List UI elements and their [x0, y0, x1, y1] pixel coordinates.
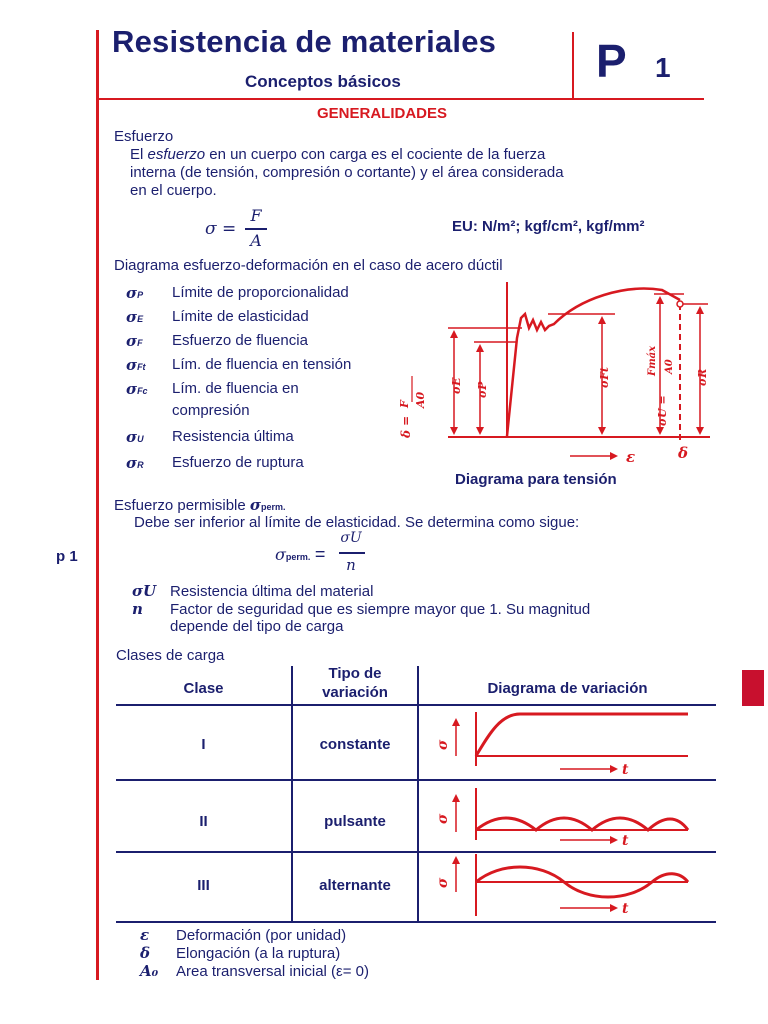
document-title: Resistencia de materiales	[112, 24, 497, 59]
page-number: 1	[655, 52, 671, 83]
esfuerzo-line-3: en el cuerpo.	[130, 182, 217, 199]
footnote-a0-sym: A₀	[140, 962, 159, 980]
legend-text: Resistencia última	[172, 428, 294, 445]
esfuerzo-heading: Esfuerzo	[114, 128, 174, 145]
diagram-label-fmax: Fmáx	[647, 345, 658, 376]
table-col-rule	[417, 666, 419, 923]
legend-symbol: σ	[126, 284, 138, 302]
table-cell-tipo: constante	[319, 736, 391, 753]
esfuerzo-line-1-em: esfuerzo	[147, 146, 206, 163]
table-header-tipo-2: variación	[322, 684, 388, 701]
diagram-caption: Diagrama para tensión	[455, 471, 617, 488]
legend-item	[126, 332, 308, 352]
permisible-formula	[275, 530, 385, 578]
page-letter: P	[596, 35, 627, 87]
table-header-diagrama: Diagrama de variación	[487, 680, 648, 697]
permisible-formula-den: n	[346, 556, 356, 574]
permisible-formula-sub: perm.	[285, 552, 311, 562]
legend-symbol: σ	[126, 454, 138, 472]
diagram-label-epsilon: ε	[626, 448, 636, 466]
legend-text: Lím. de fluencia en	[172, 380, 299, 397]
esfuerzo-line-2: interna (de tensión, compresión o cortante) y el área considerada	[130, 164, 564, 181]
legend-subscript: P	[137, 290, 144, 300]
legend-symbol: σ	[126, 332, 138, 350]
definition-sigma-u-sym: σU	[132, 582, 157, 600]
permisible-formula-eq: =	[314, 544, 326, 564]
legend-symbol: σ	[126, 308, 138, 326]
definition-sigma-u-text: Resistencia última del material	[170, 583, 374, 600]
stress-formula	[205, 206, 275, 252]
legend-text: Esfuerzo de ruptura	[172, 454, 304, 471]
table-cell-clase: III	[197, 877, 210, 894]
permisible-formula-bar	[339, 552, 365, 554]
legend-subscript: Fc	[137, 386, 148, 396]
pulsating-load-curve	[476, 818, 688, 830]
legend-text: Lím. de fluencia en tensión	[172, 356, 352, 373]
row1-sigma-label: σ	[435, 739, 451, 750]
definition-n	[132, 600, 590, 619]
permisible-heading	[114, 496, 285, 516]
definition-sigma-u	[132, 582, 373, 601]
legend-item	[126, 428, 294, 448]
diagram-label-f: F	[398, 400, 411, 408]
footnote-delta-text: Elongación (a la ruptura)	[176, 945, 341, 962]
legend-item	[126, 356, 352, 376]
row3-t-label: t	[622, 901, 629, 917]
stress-formula-num: F	[250, 206, 262, 225]
legend-subscript: Ft	[137, 362, 146, 372]
legend-item	[126, 284, 349, 304]
diagram-label-a0-left: A0	[414, 391, 427, 408]
legend-symbol: σ	[126, 428, 138, 446]
table-cell-clase: II	[199, 813, 208, 830]
permisible-formula-sigma: σ	[275, 545, 286, 564]
diagram-label-sigma-e: σE	[450, 377, 463, 394]
diagram-heading: Diagrama esfuerzo-deformación en el caso de acero dúctil	[114, 257, 503, 274]
permisible-heading-text: Esfuerzo permisible	[114, 497, 250, 514]
legend-symbol: σ	[126, 380, 138, 398]
table-cell-tipo: pulsante	[324, 813, 386, 830]
legend-subscript: R	[137, 460, 144, 470]
definition-n-text: Factor de seguridad que es siempre mayor que 1. Su magnitud	[170, 601, 591, 618]
stress-formula-lhs: σ =	[205, 219, 237, 239]
footnote-a0-text: Area transversal inicial (ε= 0)	[176, 963, 370, 980]
table-cell-clase: I	[201, 736, 206, 753]
header-divider-rule	[572, 32, 574, 98]
diagram-label-delta: δ	[678, 444, 689, 462]
legend-text: compresión	[172, 402, 250, 419]
legend-item	[126, 308, 309, 328]
stress-formula-den: A	[250, 231, 262, 250]
left-margin-rule	[96, 30, 99, 980]
footnote-epsilon-text: Deformación (por unidad)	[176, 927, 347, 944]
footnote-delta	[140, 944, 340, 963]
variation-diagrams	[420, 706, 716, 922]
header-bottom-rule	[96, 98, 704, 100]
diagram-label-sigma-u: σU =	[656, 395, 669, 426]
permisible-formula-lhs	[275, 544, 325, 565]
legend-subscript: F	[137, 338, 143, 348]
diagram-label-sigma-ft: σFt	[598, 366, 611, 388]
table-cell-tipo: alternante	[319, 877, 391, 894]
legend-item	[126, 454, 304, 474]
section-title: GENERALIDADES	[317, 105, 448, 122]
units-text: EU: N/m²; kgf/cm², kgf/mm²	[452, 218, 645, 235]
esfuerzo-line-1-pre: El	[130, 146, 148, 163]
footnote-epsilon-sym: ε	[140, 926, 150, 944]
row3-sigma-label: σ	[435, 877, 451, 888]
row1-t-label: t	[622, 762, 629, 778]
diagram-label-sigma-p: σP	[476, 381, 489, 398]
esfuerzo-line-1	[130, 146, 545, 164]
diagram-label-sigma-r: σR	[696, 368, 709, 386]
row2-sigma-label: σ	[435, 813, 451, 824]
side-page-label: p 1	[56, 548, 78, 565]
footnote-epsilon	[140, 926, 346, 945]
permisible-line-1: Debe ser inferior al límite de elasticidad. Se determina como sigue:	[134, 514, 580, 531]
footnote-delta-sym: δ	[140, 944, 151, 962]
document-subtitle: Conceptos básicos	[245, 72, 401, 91]
diagram-label-delta-eq: δ =	[399, 415, 413, 438]
legend-symbol: σ	[126, 356, 138, 374]
legend-subscript: E	[137, 314, 144, 324]
table-header-tipo-1: Tipo de	[328, 665, 382, 682]
legend-text: Esfuerzo de fluencia	[172, 332, 308, 349]
row2-t-label: t	[622, 833, 629, 849]
diagram-label-a0: A0	[664, 359, 675, 374]
legend-subscript: U	[137, 434, 144, 444]
legend-item	[126, 380, 299, 400]
permisible-heading-sub: perm.	[260, 502, 286, 512]
side-tab-marker	[742, 670, 764, 706]
esfuerzo-line-1-post: en un cuerpo con carga es el cociente de la fuerza	[205, 146, 546, 163]
permisible-heading-sym: σ	[249, 496, 261, 514]
stress-strain-diagram	[390, 276, 720, 472]
constant-load-curve	[476, 714, 688, 756]
stress-formula-bar	[245, 228, 267, 230]
stress-legend	[126, 284, 426, 484]
table-header-clase: Clase	[183, 680, 224, 697]
footnote-a0	[140, 962, 369, 981]
legend-text: Límite de elasticidad	[172, 308, 309, 325]
permisible-formula-num: σU	[340, 530, 362, 546]
clases-heading: Clases de carga	[116, 647, 225, 664]
definition-n-sym: n	[132, 600, 143, 618]
definition-n-line-2: depende del tipo de carga	[170, 618, 344, 635]
legend-text: Límite de proporcionalidad	[172, 284, 349, 301]
